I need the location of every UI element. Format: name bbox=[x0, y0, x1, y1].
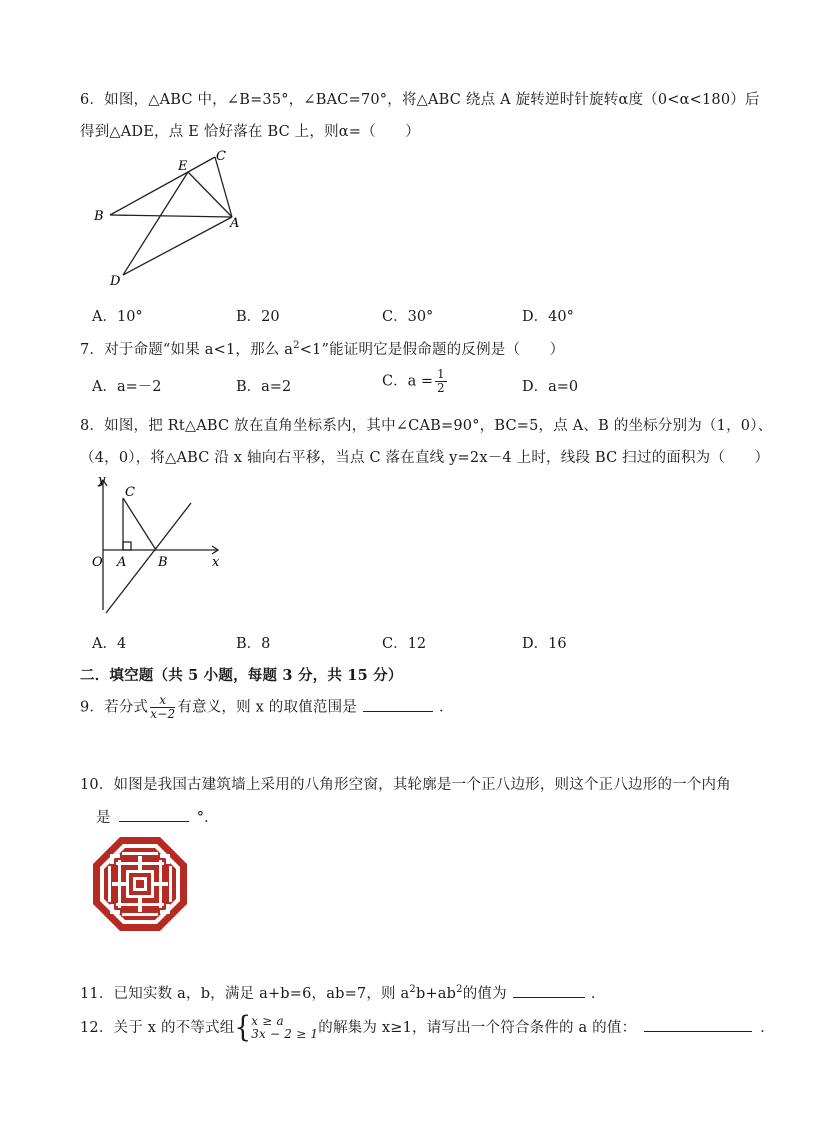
q12-end: ． bbox=[760, 1020, 775, 1036]
q7-stem bbox=[80, 338, 564, 359]
q8-option-a: A．4 bbox=[92, 636, 127, 652]
q11-post: 的值为 bbox=[462, 986, 507, 1002]
q6-label-A: A bbox=[230, 216, 240, 231]
q8-label-B: B bbox=[158, 555, 168, 570]
q11-mid: b+ab bbox=[415, 986, 457, 1002]
q6-line2: 得到△ADE，点 E 恰好落在 BC 上，则α=（ ） bbox=[80, 124, 420, 140]
q11-answer-blank[interactable] bbox=[513, 983, 585, 998]
q9-post: 有意义，则 x 的取值范围是 bbox=[177, 699, 357, 716]
q8-label-O: O bbox=[92, 555, 103, 570]
q12-brace: { bbox=[234, 1011, 252, 1045]
q6-option-d: D．40° bbox=[522, 309, 574, 325]
q8-option-d: D．16 bbox=[522, 636, 567, 652]
q8-label-C: C bbox=[125, 485, 135, 500]
q6-label-C: C bbox=[216, 149, 226, 164]
q12-system-line1: x ≥ a bbox=[251, 1014, 284, 1028]
q6-line1: 6．如图，△ABC 中，∠B=35°，∠BAC=70°，将△ABC 绕点 A 旋转逆时针旋转α度（0<α<180）后 bbox=[80, 92, 760, 108]
q12-pre: 12．关于 x 的不等式组 bbox=[80, 1020, 235, 1036]
q8-label-y: y bbox=[98, 473, 106, 488]
q12-answer-blank[interactable] bbox=[644, 1017, 752, 1032]
q7-option-a: A．a=－2 bbox=[92, 379, 162, 395]
q7-option-c bbox=[382, 368, 449, 395]
q11-sup1: 2 bbox=[409, 984, 416, 996]
q8-option-b: B．8 bbox=[236, 636, 271, 652]
q11-pre: 11．已知实数 a，b，满足 a+b=6，ab=7，则 a bbox=[80, 986, 410, 1002]
q10-line2 bbox=[96, 806, 219, 827]
q8-option-c: C．12 bbox=[382, 636, 427, 652]
q9-end: ． bbox=[439, 699, 454, 716]
q11-stem bbox=[80, 982, 606, 1003]
q7-option-d: D．a=0 bbox=[522, 379, 579, 395]
q6-label-D: D bbox=[110, 274, 121, 289]
q11-end: ． bbox=[590, 986, 606, 1002]
q12-system-line2: 3x − 2 ≥ 1 bbox=[251, 1027, 319, 1041]
q10-line2-post: °． bbox=[196, 810, 219, 826]
q6-option-a: A．10° bbox=[92, 309, 143, 325]
q7-option-b: B．a=2 bbox=[236, 379, 292, 395]
q8-label-x: x bbox=[212, 555, 220, 570]
q12-stem bbox=[80, 1011, 775, 1045]
q7-option-c-num: 1 bbox=[437, 367, 445, 381]
q7-stem-pre: 7．对于命题“如果 a<1，那么 a bbox=[80, 342, 294, 358]
section-heading: 二．填空题（共 5 小题，每题 3 分，共 15 分） bbox=[80, 667, 403, 684]
q9-answer-blank[interactable] bbox=[363, 697, 433, 712]
q9-stem bbox=[80, 694, 454, 721]
q6-label-E: E bbox=[178, 159, 188, 174]
q6-option-b: B．20 bbox=[236, 309, 280, 325]
q6-label-B: B bbox=[94, 209, 104, 224]
q6-option-c: C．30° bbox=[382, 309, 434, 325]
q9-num: x bbox=[150, 694, 175, 708]
q7-stem-sup: 2 bbox=[293, 340, 300, 352]
q9-den: x−2 bbox=[150, 707, 176, 721]
q7-option-c-label: C．a = bbox=[382, 373, 433, 390]
q7-option-c-fraction bbox=[435, 368, 447, 395]
q12-post: 的解集为 x≥1，请写出一个符合条件的 a 的值： bbox=[318, 1020, 637, 1036]
q9-pre: 9．若分式 bbox=[80, 699, 149, 716]
q7-option-c-den: 2 bbox=[437, 381, 445, 395]
q9-fraction bbox=[150, 694, 175, 721]
octagon-window-figure bbox=[92, 836, 188, 932]
q8-figure bbox=[88, 470, 238, 620]
q10-line2-pre: 是 bbox=[96, 810, 111, 826]
q6-figure bbox=[90, 145, 250, 295]
q10-line1: 10．如图是我国古建筑墙上采用的八角形空窗，其轮廓是一个正八边形，则这个正八边形的一个内角 bbox=[80, 777, 731, 793]
q8-line1: 8．如图，把 Rt△ABC 放在直角坐标系内，其中∠CAB=90°，BC=5，点 A、B 的坐标分别为（1，0）、 bbox=[80, 418, 773, 434]
q8-label-A: A bbox=[117, 555, 127, 570]
q11-sup2: 2 bbox=[456, 984, 463, 996]
q12-system bbox=[251, 1015, 318, 1041]
q10-answer-blank[interactable] bbox=[119, 807, 189, 822]
q8-line2: （4，0），将△ABC 沿 x 轴向右平移，当点 C 落在直线 y=2x－4 上时，线段 BC 扫过的面积为（ ） bbox=[80, 450, 770, 466]
q7-stem-post: <1”能证明它是假命题的反例是（ ） bbox=[299, 342, 565, 358]
